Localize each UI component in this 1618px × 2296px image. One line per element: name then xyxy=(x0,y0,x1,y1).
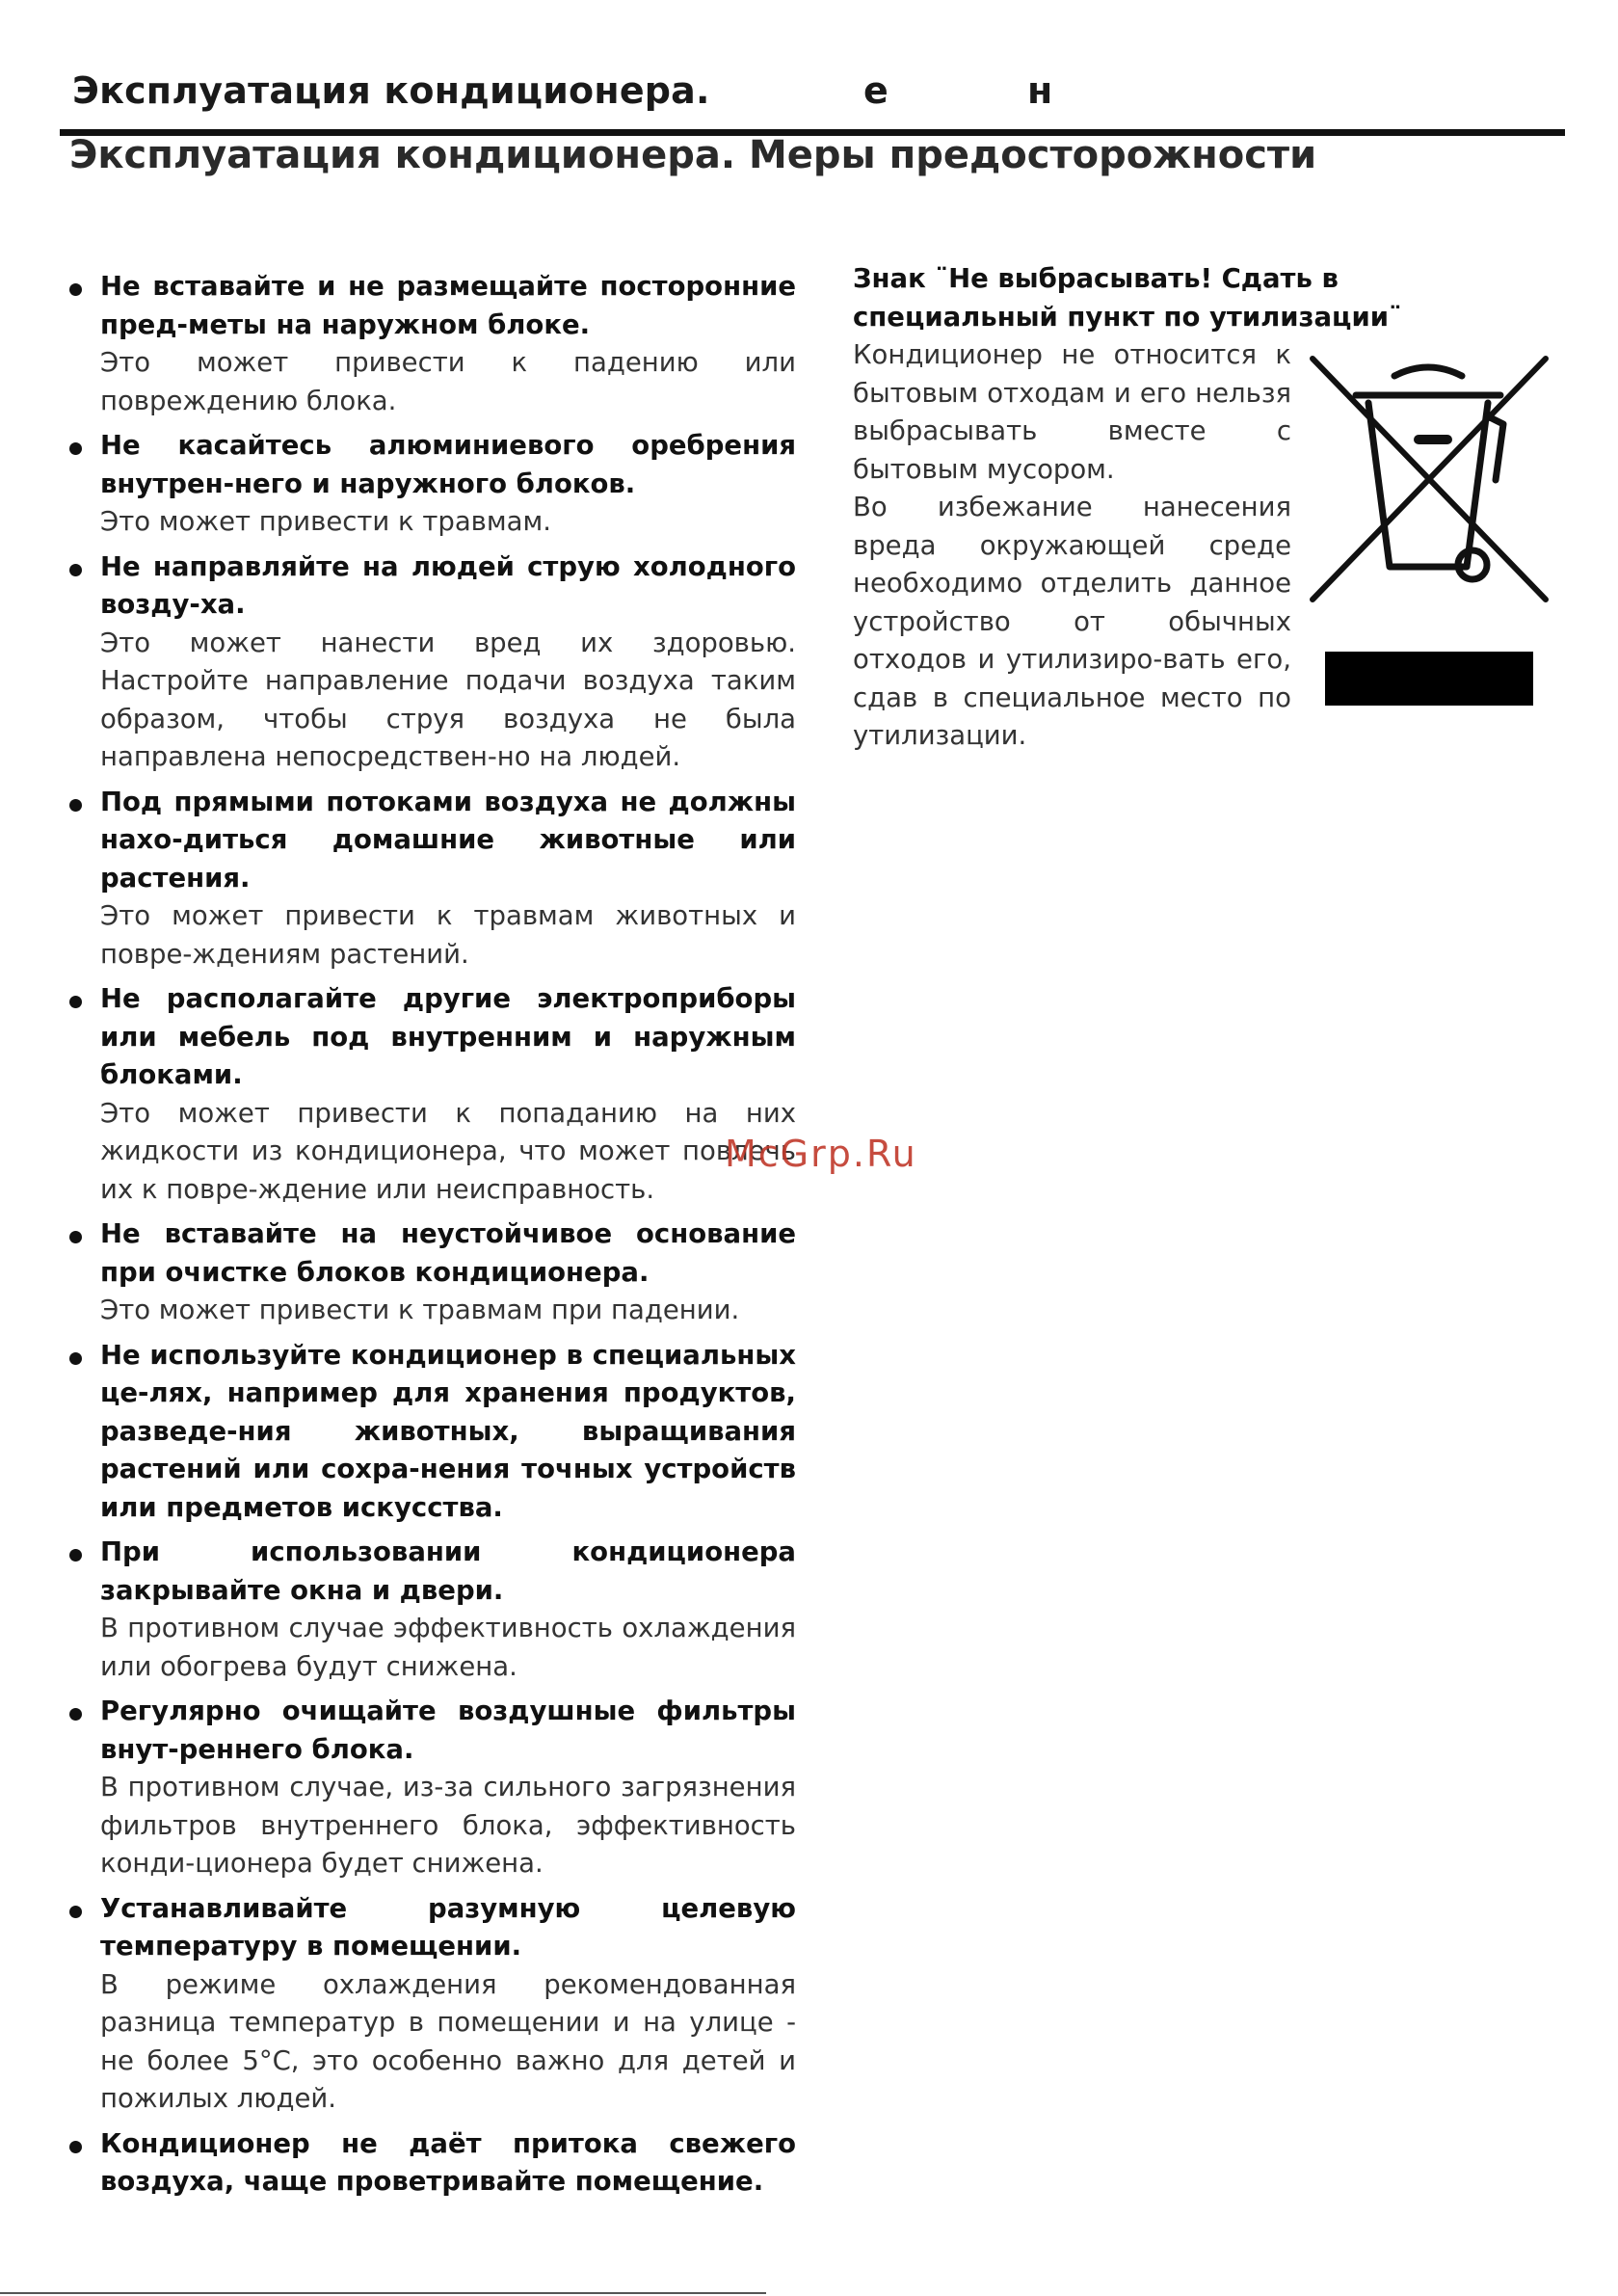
bullet-icon xyxy=(69,1906,82,1918)
precaution-note: В режиме охлаждения рекомендованная разница температур в помещении и на улице - не более 5°С, это особенно важно для детей и пожилых людей. xyxy=(100,1968,796,2114)
bullet-icon xyxy=(69,1352,82,1365)
bullet-icon xyxy=(69,2141,82,2153)
list-item xyxy=(62,2125,796,2202)
precaution-text: Не используйте кондиционер в специальных це-лях, например для хранения продуктов, разведе-ния животных, выращивания растений или сохра-нения точных устройств или предметов искусства. xyxy=(100,1339,796,1523)
running-header-title: Эксплуатация кондиционера. xyxy=(72,69,710,112)
crossed-out-wheelie-bin-icon xyxy=(1303,347,1555,607)
precaution-text: Под прямыми потоками воздуха не должны нахо-диться домашние животные или растения. xyxy=(100,786,796,894)
precaution-note: Это может нанести вред их здоровью. Настройте направление подачи воздуха таким образом, чтобы струя воздуха не была направлена непосредствен-но на людей. xyxy=(100,627,796,772)
precaution-text: Не касайтесь алюминиевого оребрения внутрен-него и наружного блоков. xyxy=(100,430,796,499)
disposal-black-bar xyxy=(1325,652,1533,706)
page-title: Эксплуатация кондиционера. Меры предосторожности xyxy=(69,133,1317,177)
bullet-icon xyxy=(69,1549,82,1562)
disposal-paragraph-2: Во избежание нанесения вреда окружающей среде необходимо отделить данное устройство от обычных отходов и утилизиро-вать его, сдав в специальное место по утилизации. xyxy=(853,492,1291,751)
precaution-text: Не направляйте на людей струю холодного возду-ха. xyxy=(100,550,796,620)
precaution-text: Кондиционер не даёт притока свежего воздуха, чаще проветривайте помещение. xyxy=(100,2127,796,2197)
bottom-rule xyxy=(0,2292,766,2294)
list-item xyxy=(62,1890,796,2119)
precaution-note: Это может привести к травмам. xyxy=(100,506,551,537)
precaution-text: При использовании кондиционера закрывайте окна и двери. xyxy=(100,1536,796,1606)
precaution-note: Это может привести к падению или повреждению блока. xyxy=(100,347,796,416)
precaution-text: Не вставайте и не размещайте посторонние пред-меты на наружном блоке. xyxy=(100,271,796,340)
bullet-icon xyxy=(69,996,82,1008)
list-item xyxy=(62,427,796,542)
precaution-note: Это может привести к попаданию на них жидкости из кондиционера, что может повлечь их к повре-ждение или неисправность. xyxy=(100,1097,796,1205)
running-header-letter-2: н xyxy=(1027,69,1053,112)
list-item xyxy=(62,1534,796,1686)
precaution-text: Регулярно очищайте воздушные фильтры внут-реннего блока. xyxy=(100,1695,796,1765)
watermark: McGrp.Ru xyxy=(725,1133,917,1175)
precaution-text: Не вставайте на неустойчивое основание при очистке блоков кондиционера. xyxy=(100,1218,796,1288)
precaution-text: Устанавливайте разумную целевую температуру в помещении. xyxy=(100,1892,796,1962)
precaution-note: Это может привести к травмам животных и повре-ждениям растений. xyxy=(100,900,796,970)
bullet-icon xyxy=(69,442,82,455)
bullet-icon xyxy=(69,799,82,812)
precautions-list xyxy=(62,268,796,2208)
list-item xyxy=(62,980,796,1209)
list-item xyxy=(62,784,796,974)
precaution-text: Не располагайте другие электроприборы или мебель под внутренним и наружным блоками. xyxy=(100,983,796,1090)
list-item xyxy=(62,1215,796,1330)
running-header-letter-1: е xyxy=(863,69,889,112)
precaution-note: В противном случае, из-за сильного загрязнения фильтров внутреннего блока, эффективность конди-ционера будет снижена. xyxy=(100,1772,796,1879)
list-item xyxy=(62,1337,796,1528)
bullet-icon xyxy=(69,1708,82,1721)
bullet-icon xyxy=(69,283,82,296)
precaution-note: Это может привести к травмам при падении. xyxy=(100,1295,740,1325)
precaution-note: В противном случае эффективность охлаждения или обогрева будут снижена. xyxy=(100,1613,796,1682)
list-item xyxy=(62,548,796,777)
list-item xyxy=(62,1693,796,1883)
bullet-icon xyxy=(69,1231,82,1243)
bullet-icon xyxy=(69,564,82,576)
list-item xyxy=(62,268,796,420)
disposal-paragraph-1: Кондиционер не относится к бытовым отходам и его нельзя выбрасывать вместе с бытовым мусором. xyxy=(853,339,1291,485)
disposal-title: Знак ¨Не выбрасывать! Сдать в специальный пункт по утилизации¨ xyxy=(853,263,1402,333)
